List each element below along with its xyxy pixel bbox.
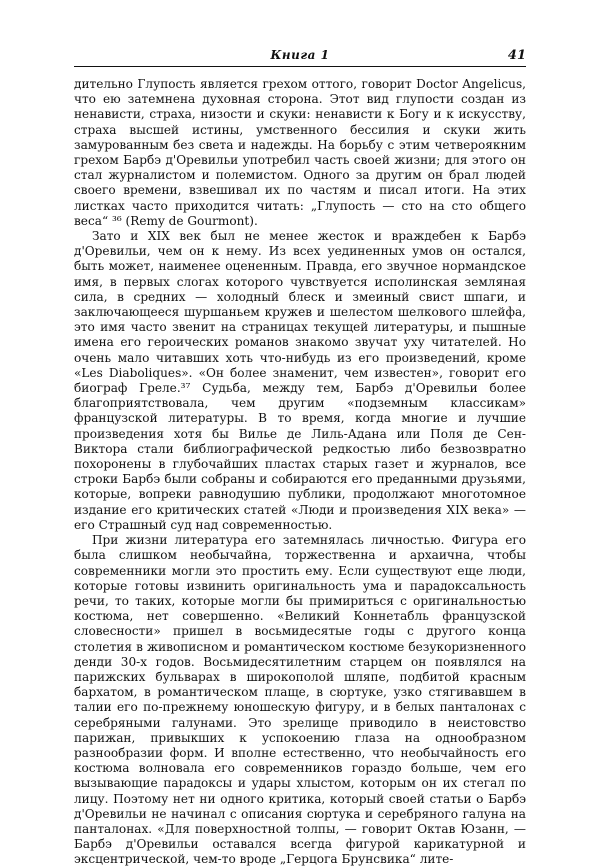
header-rule xyxy=(74,66,526,67)
body-text xyxy=(74,77,526,868)
page-number: 41 xyxy=(507,48,526,63)
running-title: Книга 1 xyxy=(270,48,330,62)
paragraph: дительно Глупость является грехом оттого, говорит Doctor Angelicus, что ею затемнена духовная сторона. Этот вид глупости создан из ненависти, страха, низости и скуки: ненависти к Богу и к искусству, страха высшей истины, умственного бессилия и скуки жить замурованным без света и надежды. На борьбу с этим четвероякним грехом Барбэ д'Оревильи употребил часть своей жизни; для этого он стал журналистом и полемистом. Одного за другим он брал людей своего времени, взвешивал их по частям и писал итоги. На этих листках часто приходится читать: „Глупость — сто на сто общего веса“ ³⁶ (Remy de Gourmont). xyxy=(74,77,526,228)
paragraph: Зато и XIX век был не менее жесток и враждебен к Барбэ д'Оревильи, чем он к нему. Из всех уединенных умов он остался, быть может, наименее оцененным. Правда, его звучное нормандское имя, в первых слогах которого чувствуется исполинская земляная сила, в средних — холодный блеск и змеиный свист шпаги, и заключающееся шуршаньем кружев и шелестом шелкового шлейфа, это имя часто звенит на страницах текущей литературы, и пышные имена его героических романов знакомо звучат уху читателей. Но очень мало читавших хоть что-нибудь из его произведений, кроме «Les Diaboliques». «Он более знаменит, чем известен», говорит его биограф Греле.³⁷ Судьба, между тем, Барбэ д'Оревильи более благоприятствовала, чем другим «подземным классикам» французской литературы. В то время, когда многие и лучшие произведения хотя бы Вилье де Лиль-Адана или Поля де Сен-Виктора стали библиографической редкостью либо безвозвратно похоронены в глубочайших пластах старых газет и журналов, все строки Барбэ были собраны и собираются его преданными друзьями, которые, вопреки равнодушию публики, продолжают многотомное издание его критических статей «Люди и произведения XIX века» — его Страшный суд над современностью. xyxy=(74,229,526,532)
running-header xyxy=(74,48,526,66)
paragraph: При жизни литература его затемнялась личностью. Фигура его была слишком необычайна, торжественна и архаична, чтобы современники могли это простить ему. Если существуют еще люди, которые готовы извинить оригинальность ума и парадоксальность речи, то таких, которые могли бы примириться с оригинальностью костюма, нет совершенно. «Великий Коннетабль французской словесности» пришел в восьмидесятые годы с другого конца столетия в живописном и романтическом костюме безукоризненного денди 30-х годов. Восьмидесятилетним старцем он появлялся на парижских бульварах в широкополой шляпе, подбитой красным бархатом, в романтическом плаще, в сюртуке, узко стягивавшем в талии его по-прежнему юношескую фигуру, и в белых панталонах с серебряными галунами. Это зрелище приводило в неистовство парижан, привыкших к успокоению глаза на однообразном разнообразии форм. И вполне естественно, что необычайность его костюма волновала его современников гораздо больше, чем его вызывающие парадоксы и удары хлыстом, которым он их стегал по лицу. Поэтому нет ни одного критика, который своей статьи о Барбэ д'Оревильи не начинал с описания сюртука и серебряного галуна на панталонах. «Для поверхностной толпы, — говорит Октав Юзанн, — Барбэ д'Оревильи оставался всегда фигурой карикатурной и эксцентрической, чем-то вроде „Герцога Брунсвика“ лите- xyxy=(74,533,526,867)
